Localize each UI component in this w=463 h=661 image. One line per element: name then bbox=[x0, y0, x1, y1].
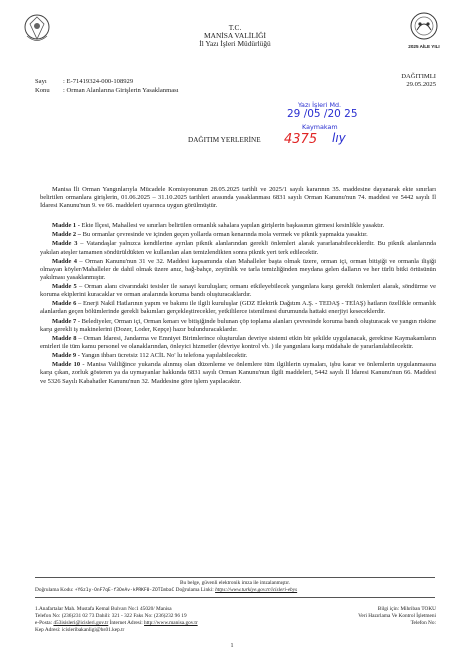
article-3 bbox=[40, 240, 436, 256]
article-4 bbox=[40, 258, 436, 282]
article-2 bbox=[40, 231, 436, 239]
konu-value: : Orman Alanlarına Girişlerin Yasaklanması bbox=[63, 87, 179, 94]
addressee: DAĞITIM YERLERİNE bbox=[188, 136, 261, 144]
article-label: Madde 2 – bbox=[52, 231, 81, 239]
article-text: - Yangın ihbarı ücretsiz 112 ACİL No' lu telefona yapılabilecektir. bbox=[76, 352, 248, 360]
verify-link[interactable]: https://www.turkiye.gov.tr/icisleri-ebys bbox=[215, 587, 298, 593]
article-label: Madde 1 - bbox=[52, 222, 80, 229]
article-text: – Orman alanı civarındaki tesisler ile sanayi kuruluşları; ormanı etkileyebilecek yangınlara karşı gerekli önlemleri alarak, söndürme ve koruma ekiplerini kuracaklar ve orman aralarında koruma bandı oluşturacaklardır. bbox=[40, 283, 436, 299]
stamp-kaymakam: Kaymakam bbox=[302, 123, 338, 131]
article-label: Madde 10 bbox=[52, 361, 81, 369]
eposta-label: e-Posta: bbox=[35, 620, 53, 626]
article-label: Madde 8 bbox=[52, 334, 77, 342]
article-9 bbox=[40, 352, 436, 360]
article-7 bbox=[40, 318, 436, 334]
stamp-initials: lıy bbox=[332, 131, 346, 145]
dagitimli-label: DAĞITIMLI bbox=[401, 73, 436, 80]
article-label: Madde 9 bbox=[52, 352, 77, 360]
article-5 bbox=[40, 283, 436, 299]
footer-divider-bottom bbox=[35, 597, 435, 598]
verification-line bbox=[35, 587, 435, 595]
sayi-value: : E-71419324-000-108929 bbox=[63, 78, 134, 85]
article-8 bbox=[40, 335, 436, 351]
article-text: - Manisa Valiliğince yukarıda alınmış olan düzenleme ve önlemlere tüm ilgililerin uymaları, işbu karar ve önlemlerin uygulanmasına karşı çıkan, zorluk gösteren ya da uymayanlar hakkında 6831 sayılı Orman Kanunu'nun ilgili maddeleri, 5442 sayılı İl İdaresi Kanunu'nun 66. Maddesi ve 5326 Sayılı Kabahatler Kanunu'nun 32. Maddesine göre işlem yapılacaktır. bbox=[40, 361, 436, 385]
article-label: Madde 4 bbox=[52, 257, 77, 265]
page-number: 1 bbox=[230, 643, 234, 649]
verify-link-label: Doğrulama Linki: bbox=[175, 587, 214, 593]
footer-kep: Kep Adresi: icisleribakanligi@hs01.kep.tr bbox=[35, 627, 125, 633]
article-label: Madde 7 bbox=[52, 317, 77, 325]
stamp-date: 29 /05 /20 25 bbox=[287, 108, 358, 120]
header-org: MANİSA VALİLİĞİ bbox=[204, 31, 266, 40]
article-label: Madde 5 bbox=[52, 283, 77, 291]
verify-code-label: Doğrulama Kodu: bbox=[35, 587, 74, 593]
verify-code: +Y6z1y-OnF7qE-f3OeAv-kPRKF0-ZOTImbaC bbox=[74, 588, 175, 593]
secure-signature-note: Bu belge, güvenli elektronik imza ile imzalanmıştır. bbox=[179, 580, 291, 586]
article-text: - Belediyeler, Orman içi, Orman kenarı ve bitişiğinde bulunan çöp toplama alanları çevresinde koruma bandı oluşturacak ve yangın riskine karşı gerekli iş makinelerini (Dozer, Loder, Kepçe) hazır bulunduracaklardır. bbox=[40, 317, 436, 333]
footer-divider-top bbox=[35, 577, 435, 578]
internet-link[interactable]: http://www.manisa.gov.tr bbox=[144, 620, 198, 626]
stamp-office: Yazı İşleri Md. bbox=[298, 101, 342, 109]
ministry-emblem-logo bbox=[22, 12, 52, 46]
article-1 bbox=[40, 222, 436, 230]
article-text: – Vatandaşlar yalnızca kendilerine ayrılan piknik alanlarından gerekli önlemleri alarak yararlanabileceklerdir. Bu piknik alanlarında yakılan ateşler tamamen söndürüldükten ve kullanılan alan temizlendikten sonra piknik yeri terk edilecektir. bbox=[40, 240, 437, 256]
articles-list bbox=[40, 222, 436, 387]
sayi-label: Sayı bbox=[35, 78, 47, 85]
footer-phone: Telefon No: (236)231 02 73 Dahili: 321 - 322 Faks No: (236)232 96 19 bbox=[35, 613, 187, 619]
info-phone: Telefon No: bbox=[410, 620, 436, 626]
article-text: – Enerji Nakil Hatlarının yapım ve bakımı ile ilgili kuruluşlar (GDZ Elektrik Dağıtım A.Ş. - TEDAŞ - TEİAŞ) hatların özellikle ormanlık alanlardan geçen bölümlerinde gerekli bakımları gerçekleştirecekler, yetkililerce istenilmesi durumunda hattaki enerjiyi keseceklerdir. bbox=[40, 300, 436, 316]
footer-contact bbox=[35, 620, 198, 627]
article-text: – Orman İdaresi, Jandarma ve Emniyet Birimlerince oluşturulan devriye sistemi etkin bir şekilde uygulanacak, gerekirse Kaymakamların emirleri ile tüm kamu personel ve olanaklarından, önleyici hizmetler (devriye kontrol vb. ) ile yangınlara karşı müdahale de yararlanılabilecektir. bbox=[40, 334, 437, 350]
article-label: Madde 6 bbox=[52, 300, 77, 308]
family-year-caption: 2025 AİLE YILI bbox=[408, 44, 440, 49]
article-label: Madde 3 bbox=[52, 240, 78, 248]
article-text: Bu ormanlar çevresinde ve içinden geçen yollarda orman kenarında mola vermek ve piknik yapmakta yasaktır. bbox=[80, 231, 368, 239]
footer-address: 1.Anafartalar Mah. Mustafa Kemal Bulvarı No:1 45020/ Manisa bbox=[35, 606, 172, 612]
header-tc: T.C. bbox=[228, 23, 242, 32]
article-text: Ekte İlçesi, Mahallesi ve sınırları belirtilen ormanlık sahalara yapılan girişlerin başkasının girmesi kesinlikle yasaktır. bbox=[79, 222, 385, 229]
header-dept: İl Yazı İşleri Müdürlüğü bbox=[199, 39, 271, 48]
document-date: 29.05.2025 bbox=[406, 81, 436, 88]
info-title: Veri Hazırlama Ve Kontrol İşletmeni bbox=[358, 613, 436, 619]
stamp-number: 4375 bbox=[284, 132, 318, 147]
article-10 bbox=[40, 361, 436, 385]
eposta-link[interactable]: 453isisleri@icisleri.gov.tr bbox=[53, 620, 109, 626]
intro-paragraph: Manisa İli Orman Yangınlarıyla Mücadele Komisyonunun 28.05.2025 tarihli ve 2025/1 sayılı kararının 35. maddesine dayanarak ekte sınırları belirtilen ormanlara girişlerin, 01.06.2025 – 31.10.2025 tarihleri arasında yasaklanması 6831 sayılı Orman Kanunu'nun 74. maddesi ve 5442 sayılı İl İdaresi Kanunu'nun 9. ve 66. maddeleri uyarınca uygun görülmüştür. bbox=[40, 186, 436, 210]
internet-label: İnternet Adresi: bbox=[109, 620, 143, 626]
konu-label: Konu bbox=[35, 87, 50, 94]
article-text: – Orman Kanunu'nun 31 ve 32. Maddesi kapsamında olan Mahalleler başta olmak üzere, orman içi, orman bitişiği ve ormanla ilişiği olmayan köyler/Mahalleler de dahil olmak üzere anız, bağ-bahçe, zeytinlik ve tarla temizliğinden meydana gelen dalların ve her türlü bitki örtüsünün yakılması yasaklanmıştır. bbox=[40, 257, 437, 281]
info-contact: Bilgi için: Mihriban TOKU bbox=[377, 606, 436, 612]
article-6 bbox=[40, 300, 436, 316]
